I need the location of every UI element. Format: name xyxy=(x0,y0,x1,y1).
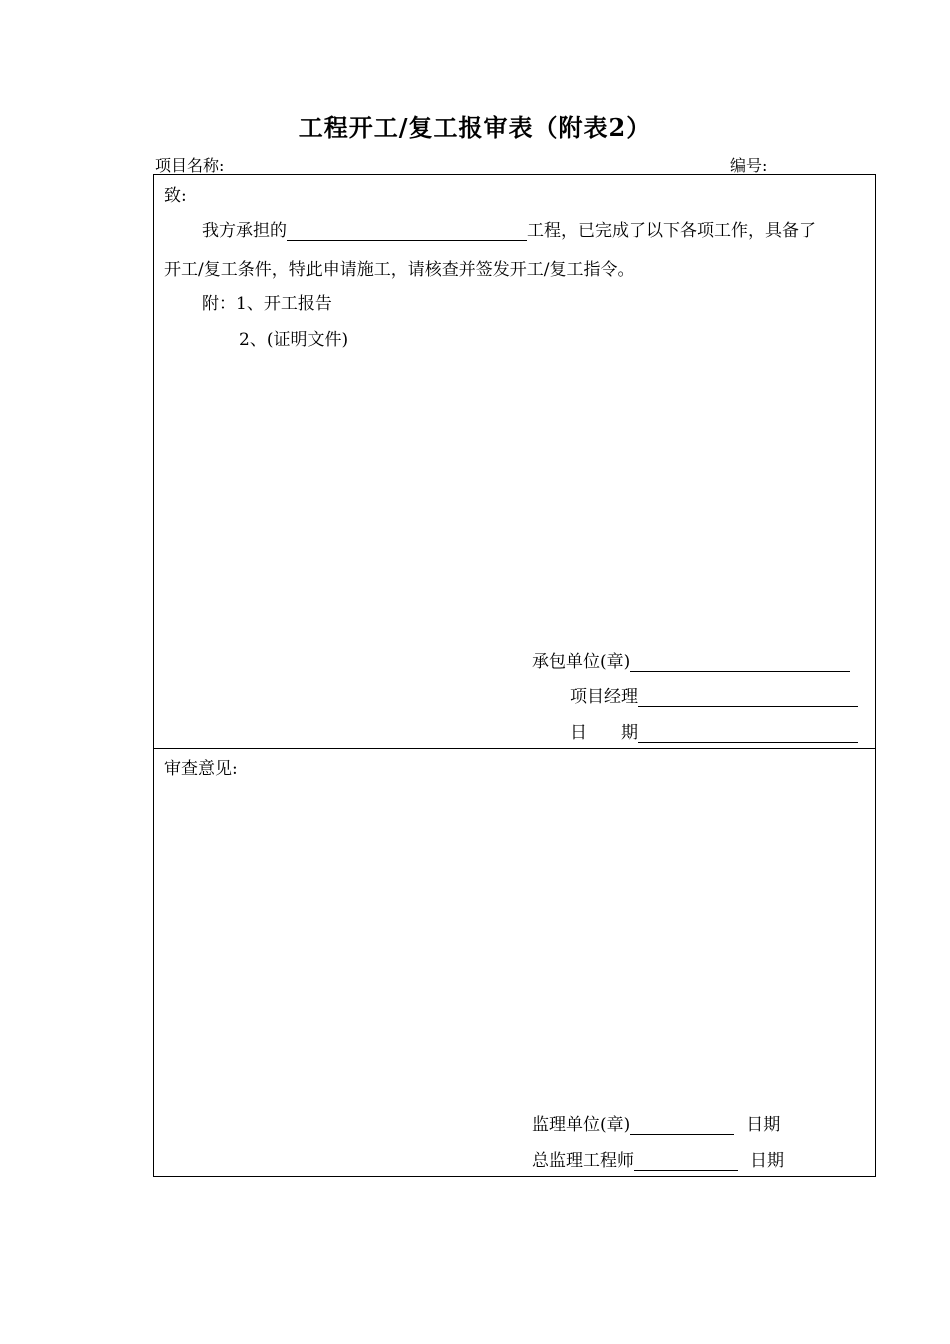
chief-engineer-label: 总监理工程师 xyxy=(532,1151,634,1171)
page-title: 工程开工/复工报审表（附表2） xyxy=(298,113,652,142)
contractor-label: 承包单位(章) xyxy=(532,652,631,672)
section-divider xyxy=(154,748,875,749)
review-opinion-label: 审查意见: xyxy=(164,759,238,779)
contractor-row xyxy=(532,647,850,672)
supervisor-label: 监理单位(章) xyxy=(532,1115,631,1135)
date-blank[interactable] xyxy=(638,723,858,743)
manager-row xyxy=(570,682,858,707)
project-name-blank[interactable] xyxy=(287,221,527,241)
supervisor-date-label: 日期 xyxy=(746,1115,781,1135)
chief-date-label: 日期 xyxy=(750,1151,784,1171)
attachment-1: 附：1、开工报告 xyxy=(202,294,332,314)
supervisor-row xyxy=(532,1110,780,1135)
supervisor-blank[interactable] xyxy=(630,1115,734,1135)
form-frame xyxy=(153,174,876,1177)
chief-engineer-row xyxy=(532,1146,784,1171)
intro-text-after: 工程，已完成了以下各项工作，具备了 xyxy=(527,221,816,241)
number-label: 编号: xyxy=(730,156,768,175)
intro-paragraph-line2: 开工/复工条件，特此申请施工，请核查并签发开工/复工指令。 xyxy=(164,260,635,280)
intro-paragraph-line1 xyxy=(202,216,816,241)
intro-text-before: 我方承担的 xyxy=(202,221,287,241)
chief-engineer-blank[interactable] xyxy=(634,1151,738,1171)
manager-blank[interactable] xyxy=(638,687,858,707)
manager-label: 项目经理 xyxy=(570,687,638,707)
to-label: 致: xyxy=(164,186,187,206)
attachment-2: 2、(证明文件) xyxy=(239,330,349,350)
date-row xyxy=(570,718,858,743)
date-label: 日 期 xyxy=(570,723,638,743)
contractor-blank[interactable] xyxy=(630,652,850,672)
project-name-label: 项目名称: xyxy=(155,156,225,175)
